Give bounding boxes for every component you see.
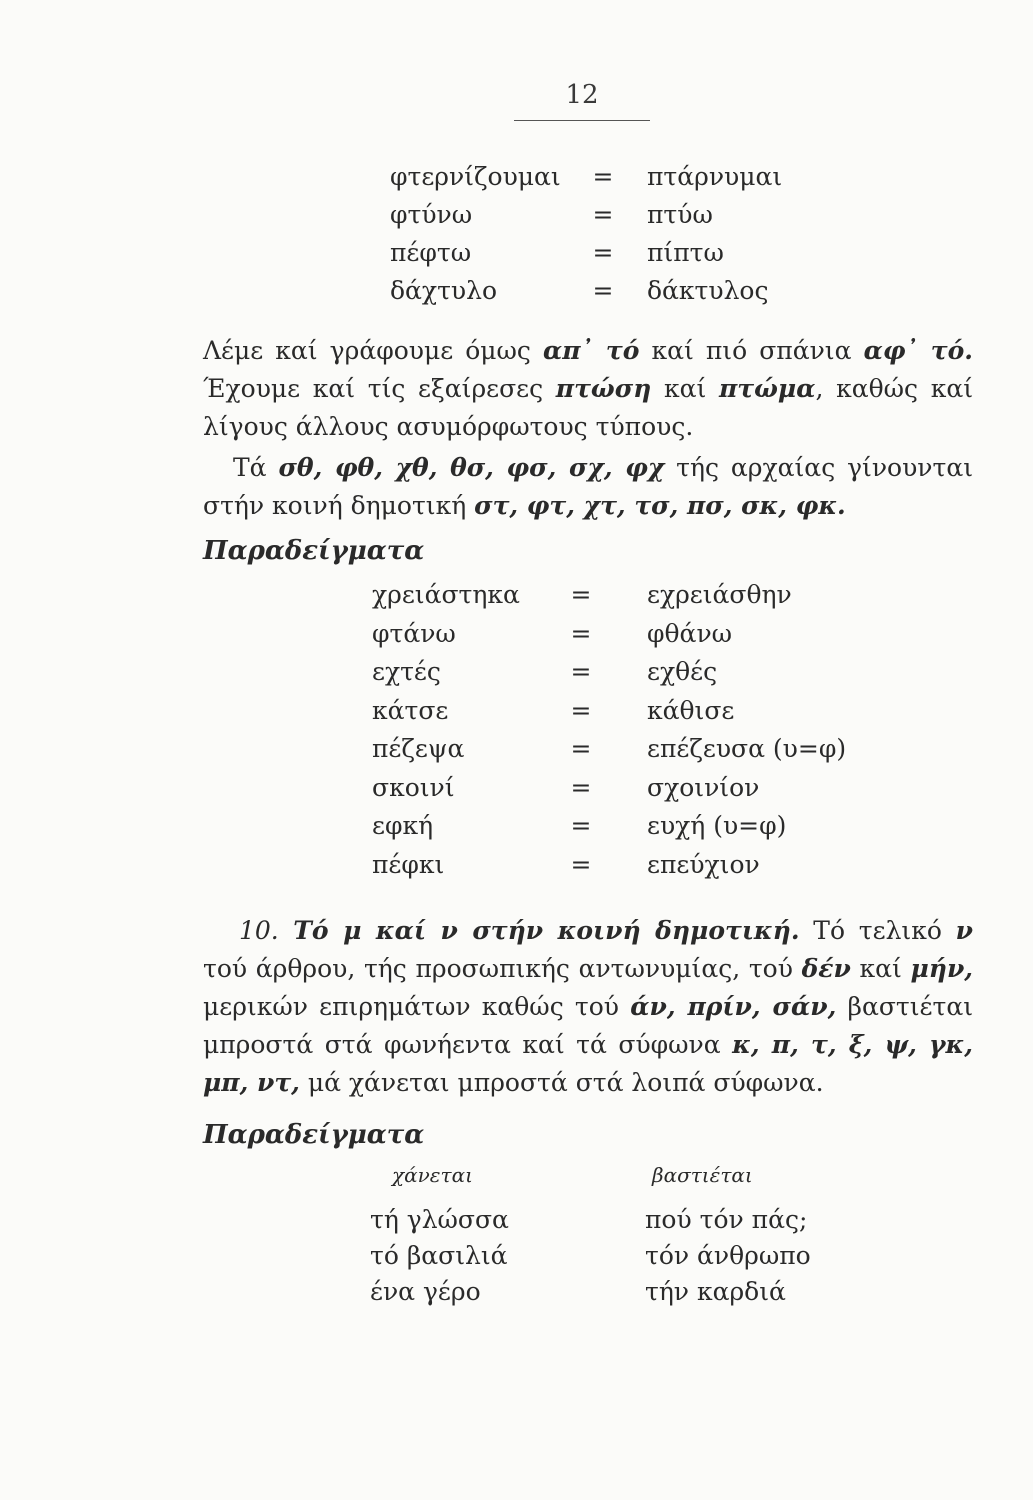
ancient-form: κάθισε	[647, 695, 735, 725]
section-10	[203, 912, 973, 1102]
equals-sign: =	[570, 811, 592, 840]
equals-sign: =	[570, 580, 592, 609]
modern-form: πέζεψα	[372, 734, 465, 763]
equals-sign: =	[570, 849, 592, 879]
ancient-form: σχοινίον	[647, 772, 760, 802]
section-line: μερικών επιρημάτων καθώς τού άν, πρίν, σάν, βαστιέται	[203, 992, 974, 1021]
example-phrase: τό βασιλιά	[370, 1241, 508, 1270]
section-line: μπ, ντ, μά χάνεται μπροστά στά λοιπά σύφωνα.	[203, 1068, 824, 1097]
column-list-kept	[645, 1202, 811, 1310]
word-pair-row	[372, 696, 892, 736]
modern-form: φτύνω	[390, 200, 473, 229]
equals-sign: =	[570, 695, 592, 725]
ancient-form: εχρειάσθην	[647, 580, 792, 609]
example-phrase: πού τόν πάς;	[645, 1205, 808, 1234]
ancient-form: ευχή (υ=φ)	[647, 811, 787, 840]
ancient-form: εχθές	[647, 657, 718, 686]
ancient-form: πτάρνυμαι	[647, 162, 783, 191]
equals-sign: =	[592, 276, 614, 305]
word-pair-row	[390, 162, 890, 202]
page-number-rule	[514, 120, 650, 121]
modern-form: εφκή	[372, 811, 434, 840]
example-phrase: τόν άνθρωπο	[645, 1241, 811, 1270]
ancient-form: δάκτυλος	[647, 276, 769, 305]
word-pair-row	[372, 734, 892, 774]
word-pair-row	[372, 580, 892, 620]
section-line: μπροστά στά φωνήεντα καί τά σύφωνα κ, π, τ, ξ, ψ, γκ,	[203, 1030, 973, 1059]
examples-heading-2: Παραδείγματα	[203, 1120, 425, 1150]
modern-form: δάχτυλο	[390, 276, 498, 305]
paragraph-line: λίγους άλλους ασυμόρφωτους τύπους.	[203, 412, 694, 441]
ancient-form: πίπτω	[647, 238, 724, 267]
word-pairs-examples	[372, 580, 892, 900]
equals-sign: =	[592, 162, 614, 191]
example-phrase: τήν καρδιά	[645, 1277, 786, 1306]
equals-sign: =	[592, 238, 614, 267]
ancient-form: φθάνω	[647, 618, 733, 648]
word-pair-row	[372, 657, 892, 697]
paragraph-line: στήν κοινή δημοτική στ, φτ, χτ, τσ, πσ, σκ, φκ.	[203, 491, 846, 520]
word-pair-row	[372, 850, 892, 890]
paragraph-forms	[203, 332, 973, 446]
word-pair-row	[372, 811, 892, 851]
example-phrase: ένα γέρο	[370, 1277, 481, 1306]
paragraph-clusters	[203, 449, 973, 525]
modern-form: πέφτω	[390, 238, 472, 267]
modern-form: φτάνω	[372, 618, 456, 648]
modern-form: χρειάστηκα	[372, 580, 520, 609]
examples-heading: Παραδείγματα	[203, 536, 425, 566]
word-pair-row	[390, 200, 890, 240]
equals-sign: =	[570, 772, 592, 802]
paragraph-line: Έχουμε καί τίς εξαίρεσες πτώση καί πτώμα, καθώς καί	[203, 374, 974, 403]
modern-form: σκοινί	[372, 772, 455, 802]
paragraph-line: Τά σθ, φθ, χθ, θσ, φσ, σχ, φχ τής αρχαίας γίνουνται	[233, 453, 974, 482]
equals-sign: =	[592, 200, 614, 229]
word-pair-row	[390, 276, 890, 316]
modern-form: κάτσε	[372, 695, 449, 725]
column-heading-lost: χάνεται	[392, 1163, 473, 1187]
word-pair-row	[390, 238, 890, 278]
paragraph-line: Λέμε καί γράφουμε όμως απ᾽ τό καί πιό σπάνια αφ᾽ τό.	[203, 336, 973, 365]
word-pairs-top	[390, 162, 890, 322]
modern-form: φτερνίζουμαι	[390, 162, 561, 191]
ancient-form: επεύχιον	[647, 849, 760, 879]
ancient-form: επέζευσα (υ=φ)	[647, 734, 847, 763]
ancient-form: πτύω	[647, 200, 713, 229]
section-line: τού άρθρου, τής προσωπικής αντωνυμίας, τού δέν καί μήν,	[203, 954, 974, 983]
word-pair-row	[372, 773, 892, 813]
equals-sign: =	[570, 618, 592, 648]
column-heading-kept: βαστιέται	[652, 1163, 753, 1187]
section-line: 10. Τό μ καί ν στήν κοινή δημοτική. Τό τελικό ν	[239, 916, 974, 945]
equals-sign: =	[570, 657, 592, 686]
column-list-lost	[370, 1202, 509, 1310]
equals-sign: =	[570, 734, 592, 763]
modern-form: πέφκι	[372, 849, 445, 879]
example-phrase: τή γλώσσα	[370, 1205, 509, 1234]
word-pair-row	[372, 619, 892, 659]
modern-form: εχτές	[372, 657, 441, 686]
page-number: 12	[565, 80, 599, 110]
